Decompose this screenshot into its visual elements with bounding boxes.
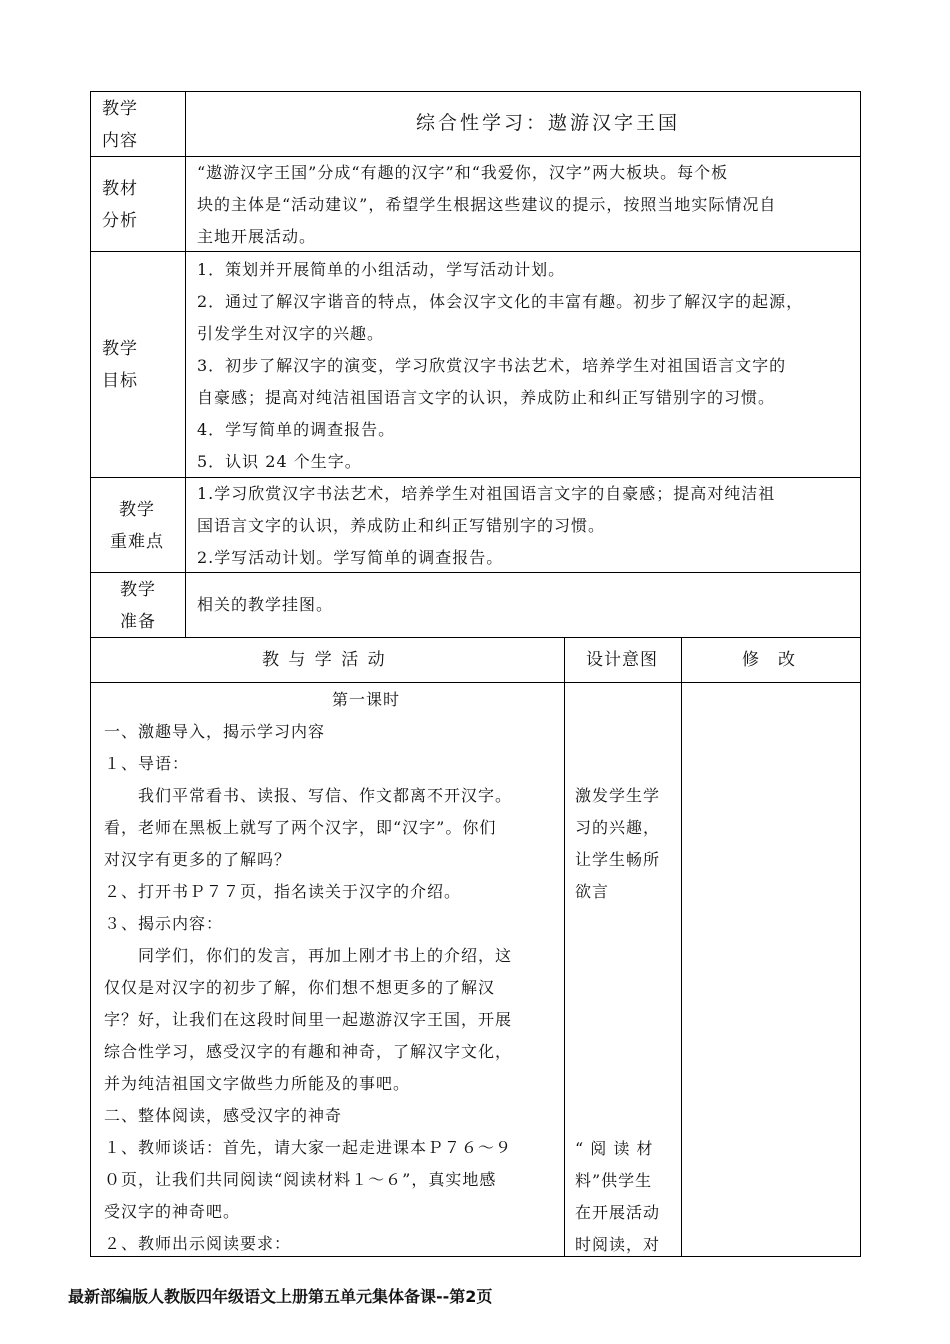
text-line: 对汉字有更多的了解吗？ [104,850,292,869]
design-intent-1 [575,780,660,908]
text-line: 看，老师在黑板上就写了两个汉字，即“汉字”。你们 [104,818,497,837]
text-line: 综合性学习，感受汉字的有趣和神奇，了解汉字文化， [104,1042,513,1061]
table-border-left [90,91,91,1257]
text-line: 一、激趣导入，揭示学习内容 [104,722,326,741]
text-line: 激发学生学 [575,786,661,805]
text-line: 1.学习欣赏汉字书法艺术，培养学生对祖国语言文字的自豪感；提高对纯洁祖 [197,484,776,503]
label-column-divider [185,91,186,637]
text-line: 引发学生对汉字的兴趣。 [197,324,385,343]
design-intent-2 [575,1133,660,1261]
revision-column-divider [681,637,682,1257]
text-line: 1．策划并开展简单的小组活动，学写活动计划。 [197,260,566,279]
activity-header-col3: 修 改 [742,650,796,670]
text-line: 2．通过了解汉字谐音的特点，体会汉字文化的丰富有趣。初步了解汉字的起源， [197,292,804,311]
prep-label: 教学 准备 [120,580,156,632]
text-line: 让学生畅所 [575,850,661,869]
text-line: 仅仅是对汉字的初步了解，你们想不想更多的了解汉 [104,978,496,997]
analysis-text [197,157,776,253]
row-divider [90,637,861,638]
table-border-right [860,91,861,1257]
content-label: 教学 内容 [102,99,138,151]
text-line: 字？好，让我们在这段时间里一起遨游汉字王国，开展 [104,1010,513,1029]
text-line: 块的主体是“活动建议”，希望学生根据这些建议的提示，按照当地实际情况自 [197,195,777,214]
text-line: 主地开展活动。 [197,227,317,246]
text-line: 2.学写活动计划。学写简单的调查报告。 [197,548,504,567]
text-line: 料”供学生 [575,1171,653,1190]
goals-label: 教学 目标 [102,339,138,391]
keypoints-label: 教学 重难点 [110,500,164,552]
text-line: “ 阅 读 材 [575,1139,654,1158]
text-line: 我们平常看书、读报、写信、作文都离不开汉字。 [104,786,513,805]
prep-text: 相关的教学挂图。 [197,595,334,614]
text-line: 时阅读，对 [575,1235,661,1254]
text-line: １、导语： [104,754,190,773]
text-line: 二、整体阅读，感受汉字的神奇 [104,1106,343,1125]
text-line: 国语言文字的认识，养成防止和纠正写错别字的习惯。 [197,516,606,535]
activity-header-col1: 教 与 学 活 动 [262,650,387,670]
table-border-top [90,91,861,92]
text-line: ０页，让我们共同阅读“阅读材料１～６”，真实地感 [104,1170,497,1189]
goals-text [197,254,803,478]
text-line: 并为纯洁祖国文字做些力所能及的事吧。 [104,1074,411,1093]
keypoints-text [197,478,775,574]
text-line: 同学们，你们的发言，再加上刚才书上的介绍，这 [104,946,513,965]
text-line: ２、打开书Ｐ７７页，指名读关于汉字的介绍。 [104,882,462,901]
text-line: ３、揭示内容： [104,914,224,933]
page-title: 综合性学习：遨游汉字王国 [416,112,681,134]
text-line: “遨游汉字王国”分成“有趣的汉字”和“我爱你，汉字”两大板块。每个板 [197,163,729,182]
text-line: 自豪感；提高对纯洁祖国语言文字的认识，养成防止和纠正写错别字的习惯。 [197,388,776,407]
activity-header-col2: 设计意图 [586,650,658,670]
text-line: １、教师谈话：首先，请大家一起走进课本Ｐ７６～９ [104,1138,513,1157]
activities-text [104,684,512,1260]
text-line: 受汉字的神奇吧。 [104,1202,241,1221]
lesson-heading: 第一课时 [332,690,401,709]
text-line: 4．学写简单的调查报告。 [197,420,396,439]
text-line: 3．初步了解汉字的演变，学习欣赏汉字书法艺术，培养学生对祖国语言文字的 [197,356,787,375]
page-footer: 最新部编版人教版四年级语文上册第五单元集体备课--第2页 [68,1287,493,1306]
text-line: 在开展活动 [575,1203,661,1222]
row-divider [90,682,861,683]
text-line: 欲言 [575,882,610,901]
text-line: 习的兴趣， [575,818,661,837]
text-line: 5．认识 24 个生字。 [197,452,362,471]
analysis-label: 教材 分析 [102,179,138,231]
intent-column-divider [564,637,565,1257]
text-line: ２、教师出示阅读要求： [104,1234,292,1253]
